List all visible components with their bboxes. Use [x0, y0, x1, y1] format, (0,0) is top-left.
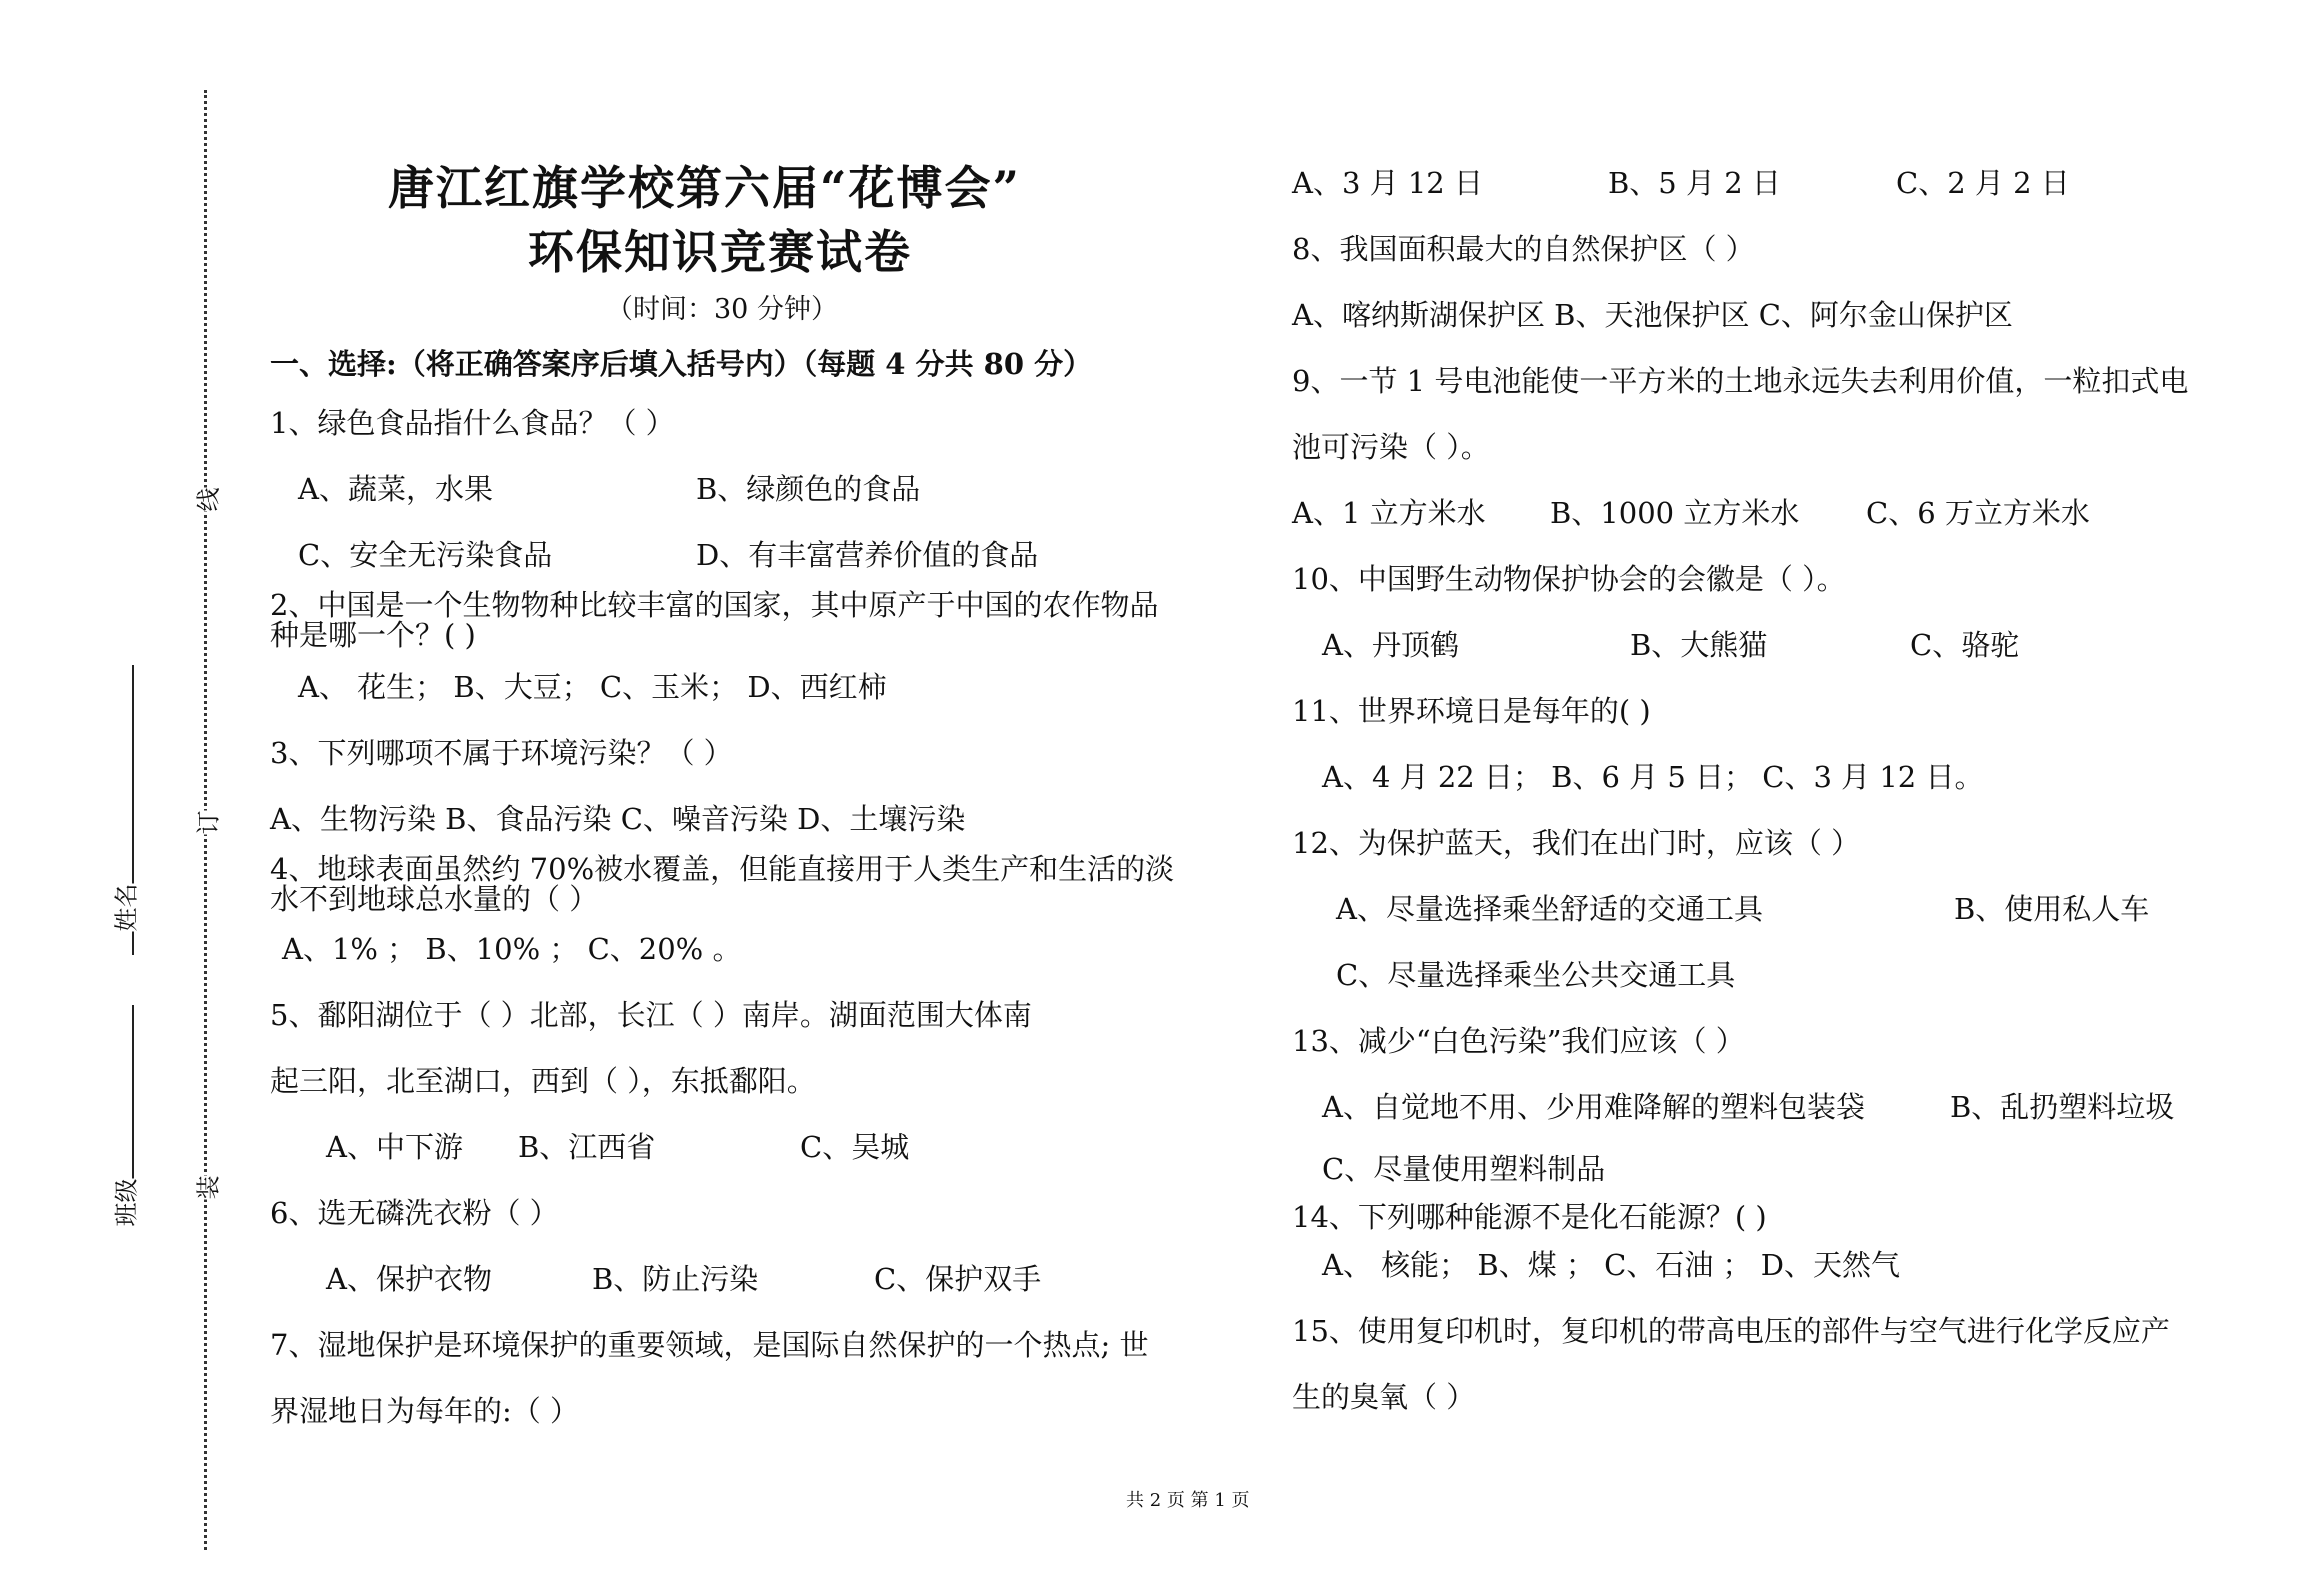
question-10: 10、中国野生动物保护协会的会徽是（ ）。 [1292, 562, 1846, 596]
binding-char-xian: 线 [189, 488, 224, 512]
q6-option-a: A、保护衣物 [326, 1262, 492, 1296]
q6-option-b: B、防止污染 [592, 1262, 759, 1296]
q9-option-b: B、1000 立方米水 [1550, 496, 1800, 530]
name-field-label: 姓名 [107, 884, 142, 932]
exam-time: （时间：30 分钟） [606, 294, 838, 325]
question-15-line2: 生的臭氧（ ） [1292, 1380, 1476, 1414]
q13-option-c: C、尽量使用塑料制品 [1322, 1152, 1606, 1186]
question-7-line2: 界湿地日为每年的:（ ） [270, 1394, 579, 1428]
class-blank-line [132, 1005, 134, 1205]
q7-option-b: B、5 月 2 日 [1608, 166, 1781, 200]
q6-option-c: C、保护双手 [874, 1262, 1042, 1296]
q13-option-b: B、乱扔塑料垃圾 [1950, 1090, 2175, 1124]
q5-option-c: C、吴城 [800, 1130, 910, 1164]
q1-option-d: D、有丰富营养价值的食品 [696, 538, 1039, 572]
binding-char-ding: 订 [189, 811, 224, 835]
q5-option-b: B、江西省 [518, 1130, 656, 1164]
q12-option-c: C、尽量选择乘坐公共交通工具 [1336, 958, 1736, 992]
question-14: 14、下列哪种能源不是化石能源？( ) [1292, 1200, 1767, 1234]
question-9-line1: 9、一节 1 号电池能使一平方米的土地永远失去利用价值，一粒扣式电 [1292, 364, 2189, 398]
exam-title-line1: 唐江红旗学校第六届“花博会” [388, 161, 1021, 215]
question-6: 6、选无磷洗衣粉（ ） [270, 1196, 559, 1230]
q14-options: A、 核能； B、煤 ； C、石油 ； D、天然气 [1322, 1248, 1901, 1282]
q11-options: A、4 月 22 日； B、6 月 5 日； C、3 月 12 日。 [1322, 760, 1984, 794]
q10-option-c: C、骆驼 [1910, 628, 2020, 662]
question-5-line1: 5、鄱阳湖位于（ ）北部，长江（ ）南岸。湖面范围大体南 [270, 998, 1032, 1032]
q10-option-a: A、丹顶鹤 [1322, 628, 1459, 662]
q9-option-a: A、1 立方米水 [1292, 496, 1486, 530]
question-8: 8、我国面积最大的自然保护区（ ） [1292, 232, 1755, 266]
q1-option-b: B、绿颜色的食品 [696, 472, 921, 506]
question-7-line1: 7、湿地保护是环境保护的重要领域，是国际自然保护的一个热点; 世 [270, 1328, 1149, 1362]
binding-char-zhuang: 装 [189, 1176, 224, 1200]
question-4-line2: 水不到地球总水量的（ ） [270, 882, 599, 916]
q13-option-a: A、自觉地不用、少用难降解的塑料包装袋 [1322, 1090, 1865, 1124]
q4-options: A、1% ； B、10% ； C、20% 。 [282, 932, 742, 966]
q1-option-c: C、安全无污染食品 [298, 538, 553, 572]
question-9-line2: 池可污染（ ）。 [1292, 430, 1490, 464]
q12-option-a: A、尽量选择乘坐舒适的交通工具 [1336, 892, 1763, 926]
q8-options: A、喀纳斯湖保护区 B、天池保护区 C、阿尔金山保护区 [1292, 298, 2013, 332]
question-5-line2: 起三阳，北至湖口，西到（ ），东抵鄱阳。 [270, 1064, 816, 1098]
q3-options: A、生物污染 B、食品污染 C、噪音污染 D、土壤污染 [270, 802, 966, 836]
question-2-line2: 种是哪一个？( ) [270, 618, 476, 652]
question-15-line1: 15、使用复印机时，复印机的带高电压的部件与空气进行化学反应产 [1292, 1314, 2170, 1348]
question-13: 13、减少“白色污染”我们应该（ ） [1292, 1024, 1745, 1058]
question-2-line1: 2、中国是一个生物物种比较丰富的国家，其中原产于中国的农作物品 [270, 588, 1159, 622]
exam-title-line2: 环保知识竞赛试卷 [528, 225, 912, 279]
section-heading: 一、选择:（将正确答案序后填入括号内）（每题 4 分共 80 分） [270, 347, 1093, 381]
q9-option-c: C、6 万立方米水 [1866, 496, 2090, 530]
q7-option-a: A、3 月 12 日 [1292, 166, 1483, 200]
class-field-label: 班级 [107, 1179, 142, 1227]
q7-option-c: C、2 月 2 日 [1896, 166, 2070, 200]
question-12: 12、为保护蓝天，我们在出门时，应该（ ） [1292, 826, 1861, 860]
q1-option-a: A、蔬菜，水果 [298, 472, 493, 506]
q2-options: A、 花生； B、大豆； C、玉米； D、西红柿 [298, 670, 887, 704]
question-1: 1、绿色食品指什么食品？（ ） [270, 406, 675, 440]
question-3: 3、下列哪项不属于环境污染？（ ） [270, 736, 733, 770]
q5-option-a: A、中下游 [326, 1130, 463, 1164]
question-4-line1: 4、地球表面虽然约 70%被水覆盖，但能直接用于人类生产和生活的淡 [270, 852, 1175, 886]
page-number: 共 2 页 第 1 页 [1126, 1490, 1250, 1511]
question-11: 11、世界环境日是每年的( ) [1292, 694, 1651, 728]
q12-option-b: B、使用私人车 [1954, 892, 2150, 926]
q10-option-b: B、大熊猫 [1630, 628, 1768, 662]
